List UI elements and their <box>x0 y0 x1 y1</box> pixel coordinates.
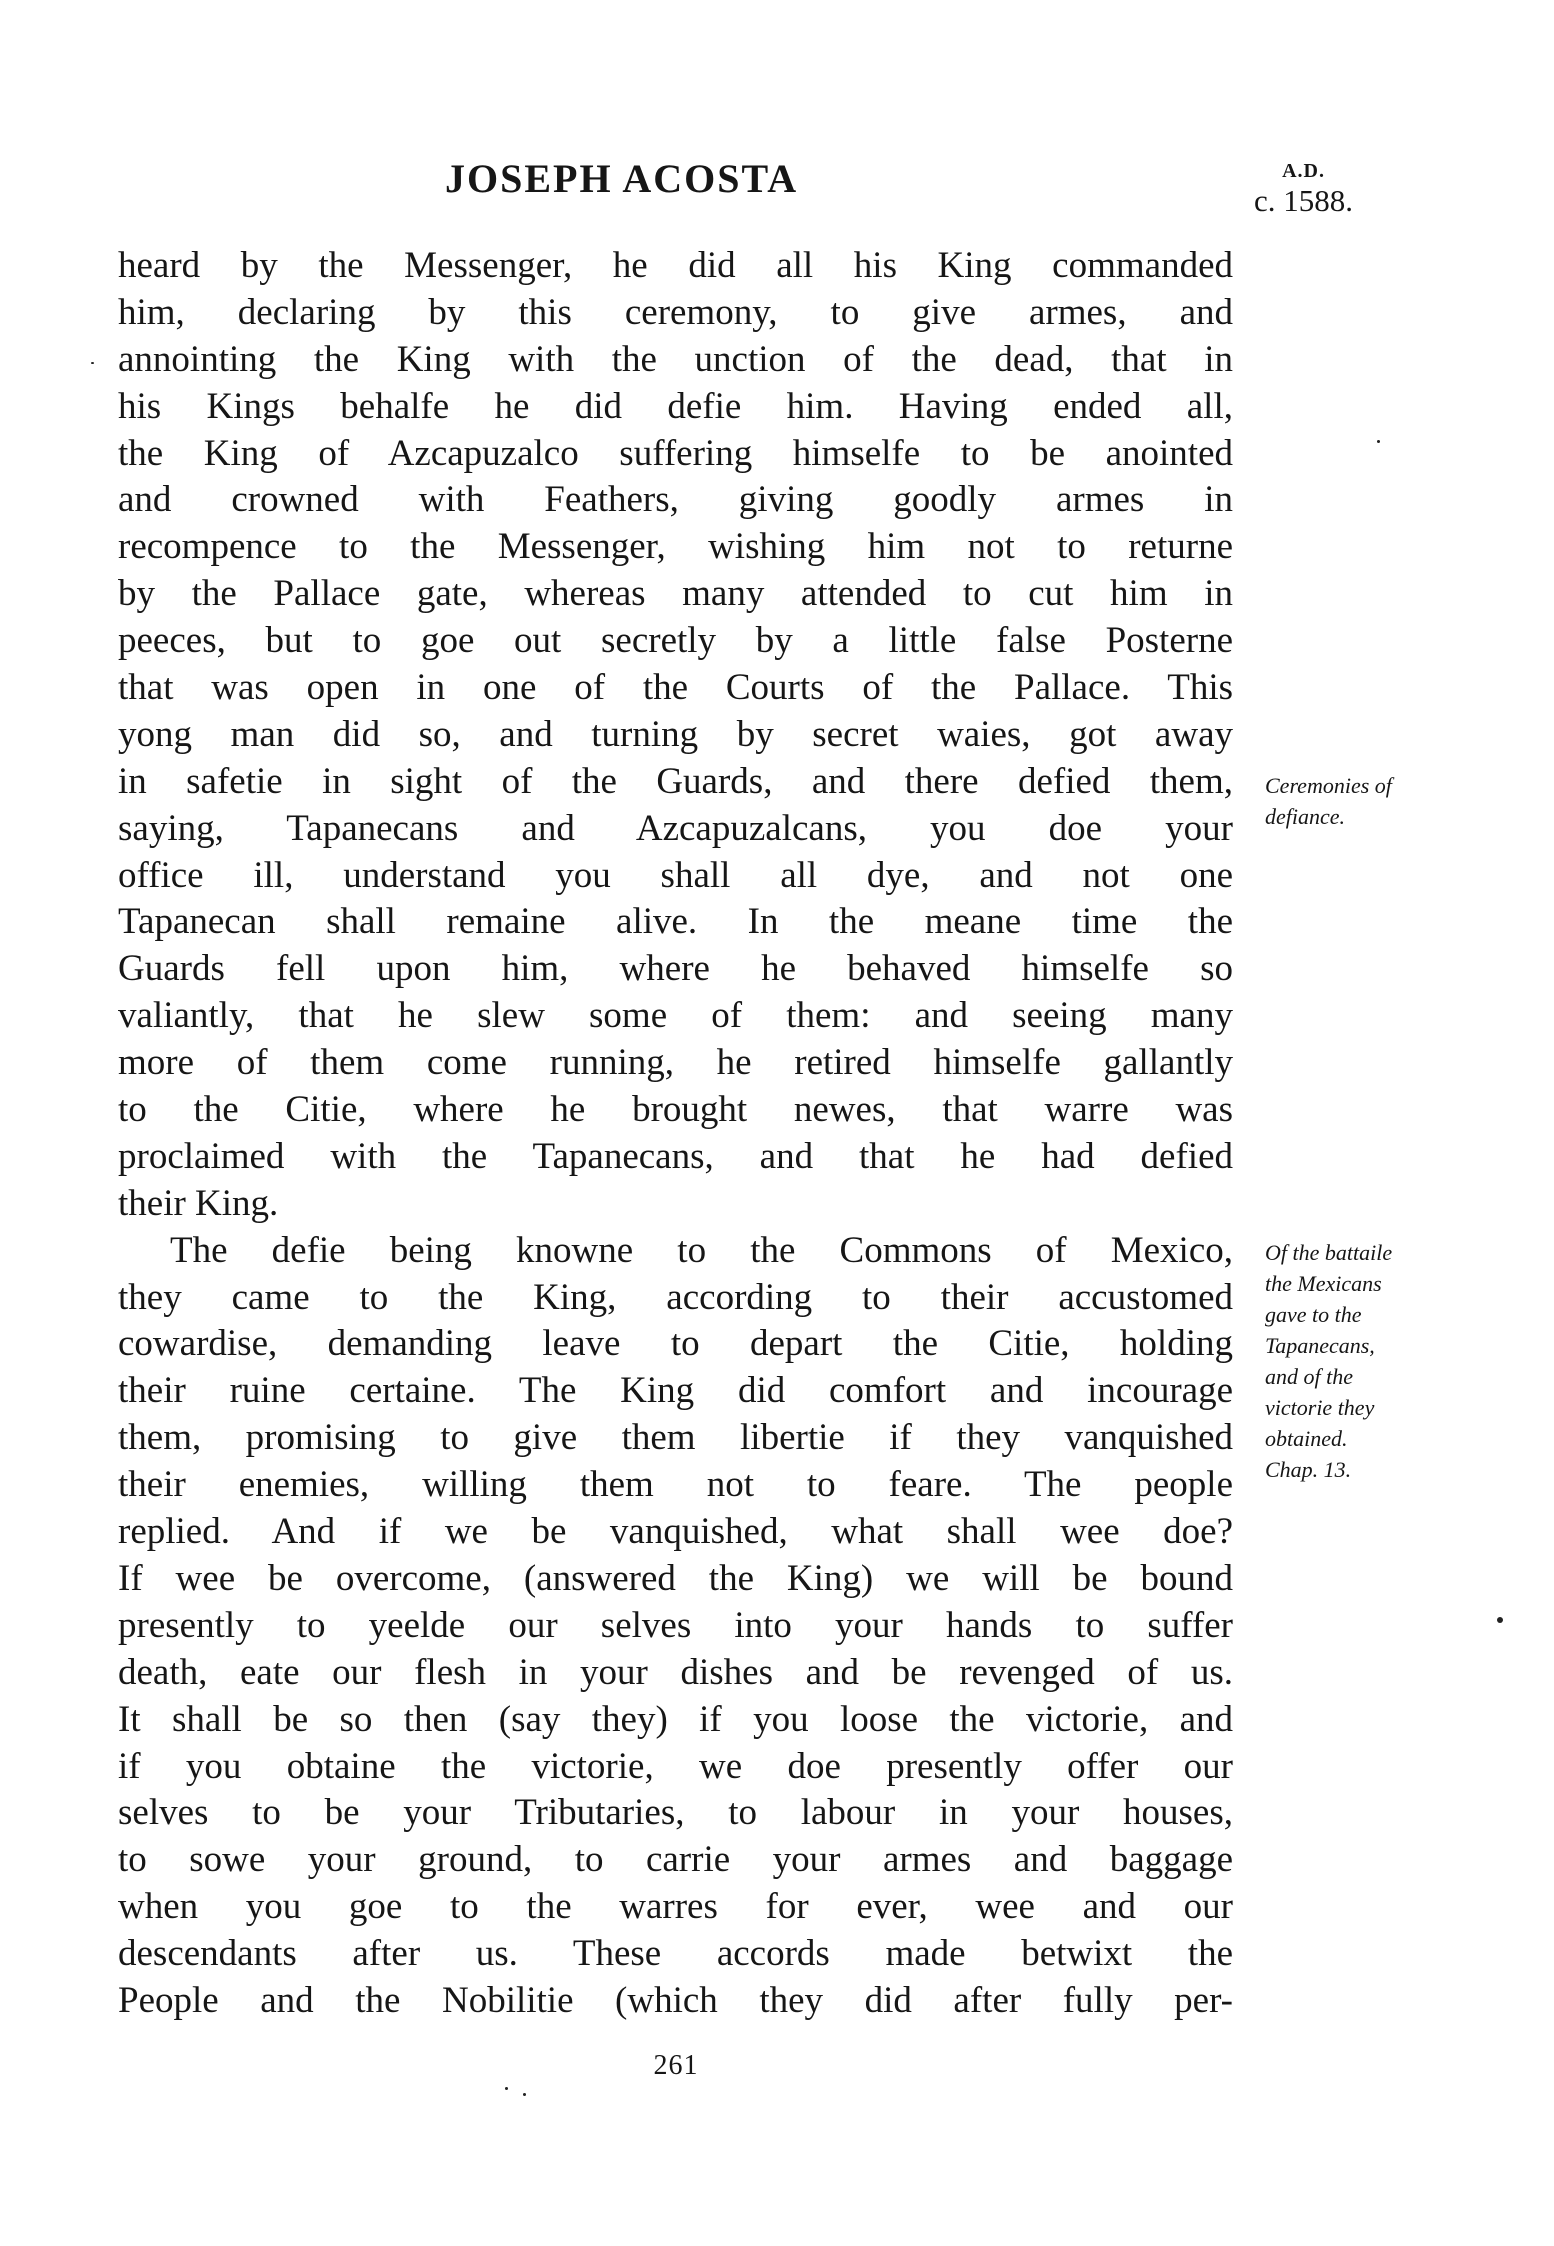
sidenote-line: Of the battaile <box>1265 1240 1393 1265</box>
page-number: 261 <box>653 2050 699 2081</box>
date-era: A.D. <box>1282 160 1325 182</box>
text-line: when you goe to the warres for ever, wee and our <box>118 1886 1233 1928</box>
text-line: People and the Nobilitie (which they did after fully per- <box>118 1979 1233 2021</box>
text-line: peeces, but to goe out secretly by a little false Posterne <box>118 620 1233 662</box>
text-line: recompence to the Messenger, wishing him not to returne <box>118 526 1233 568</box>
text-line: valiantly, that he slew some of them: and seeing many <box>118 995 1233 1037</box>
text-line: if you obtaine the victorie, we doe presently offer our <box>118 1745 1233 1787</box>
sidenote-battaile <box>1265 1237 1392 1485</box>
text-line: their ruine certaine. The King did comfort and incourage <box>118 1370 1233 1412</box>
text-line: yong man did so, and turning by secret waies, got away <box>118 713 1233 755</box>
text-line: annointing the King with the unction of the dead, that in <box>118 338 1233 380</box>
text-line: replied. And if we be vanquished, what shall wee doe? <box>118 1511 1233 1553</box>
sidenote-line: the Mexicans <box>1265 1271 1382 1296</box>
text-line: in safetie in sight of the Guards, and there defied them, <box>118 760 1233 802</box>
text-line: his Kings behalfe he did defie him. Having ended all, <box>118 385 1233 427</box>
text-line: saying, Tapanecans and Azcapuzalcans, you doe your <box>118 807 1233 849</box>
ink-speck <box>505 2087 508 2090</box>
text-line: their King. <box>118 1182 279 1224</box>
text-line: to sowe your ground, to carrie your armes and baggage <box>118 1839 1233 1881</box>
text-line: him, declaring by this ceremony, to give armes, and <box>118 291 1233 333</box>
sidenote-line: obtained. <box>1265 1426 1348 1451</box>
text-line: the King of Azcapuzalco suffering himselfe to be anointed <box>118 432 1233 474</box>
text-line: to the Citie, where he brought newes, that warre was <box>118 1089 1233 1131</box>
ink-speck <box>91 362 94 364</box>
text-line: Guards fell upon him, where he behaved himselfe so <box>118 948 1233 990</box>
sidenote-line: Chap. 13. <box>1265 1457 1352 1482</box>
text-line: and crowned with Feathers, giving goodly armes in <box>118 479 1233 521</box>
text-line: cowardise, demanding leave to depart the Citie, holding <box>118 1323 1233 1365</box>
text-line: presently to yeelde our selves into your hands to suffer <box>118 1604 1233 1646</box>
text-line: heard by the Messenger, he did all his King commanded <box>118 245 1233 286</box>
text-line: descendants after us. These accords made betwixt the <box>118 1933 1233 1975</box>
date-marginalia <box>1254 160 1353 219</box>
paragraph-start-line: The defie being knowne to the Commons of Mexico, <box>170 1229 1233 1271</box>
sidenote-line: Ceremonies of <box>1265 773 1392 798</box>
ink-speck <box>1497 1617 1503 1623</box>
text-line: selves to be your Tributaries, to labour in your houses, <box>118 1792 1233 1834</box>
text-line: Tapanecan shall remaine alive. In the meane time the <box>118 901 1233 943</box>
text-line: by the Pallace gate, whereas many attended to cut him in <box>118 573 1233 615</box>
body-text <box>118 243 1233 2025</box>
sidenote-line: defiance. <box>1265 804 1346 829</box>
text-line: them, promising to give them libertie if they vanquished <box>118 1417 1233 1459</box>
text-line: more of them come running, he retired himselfe gallantly <box>118 1042 1233 1084</box>
running-head-title: JOSEPH ACOSTA <box>445 156 799 201</box>
sidenote-ceremonies <box>1265 770 1392 832</box>
text-line: If wee be overcome, (answered the King) we will be bound <box>118 1557 1233 1599</box>
sidenote-line: gave to the <box>1265 1302 1362 1327</box>
sidenote-line: and of the <box>1265 1364 1353 1389</box>
text-line: death, eate our flesh in your dishes and be revenged of us. <box>118 1651 1233 1693</box>
text-line: It shall be so then (say they) if you loose the victorie, and <box>118 1698 1233 1740</box>
text-line: office ill, understand you shall all dye, and not one <box>118 854 1233 896</box>
sidenote-line: Tapanecans, <box>1265 1333 1375 1358</box>
sidenote-line: victorie they <box>1265 1395 1375 1420</box>
ink-speck <box>1377 440 1380 443</box>
ink-speck <box>523 2093 526 2096</box>
date-year: c. 1588. <box>1254 183 1354 218</box>
text-line: they came to the King, according to their accustomed <box>118 1276 1233 1318</box>
text-line: that was open in one of the Courts of the Pallace. This <box>118 667 1233 709</box>
text-line: proclaimed with the Tapanecans, and that he had defied <box>118 1135 1233 1177</box>
text-line: their enemies, willing them not to feare. The people <box>118 1464 1233 1506</box>
